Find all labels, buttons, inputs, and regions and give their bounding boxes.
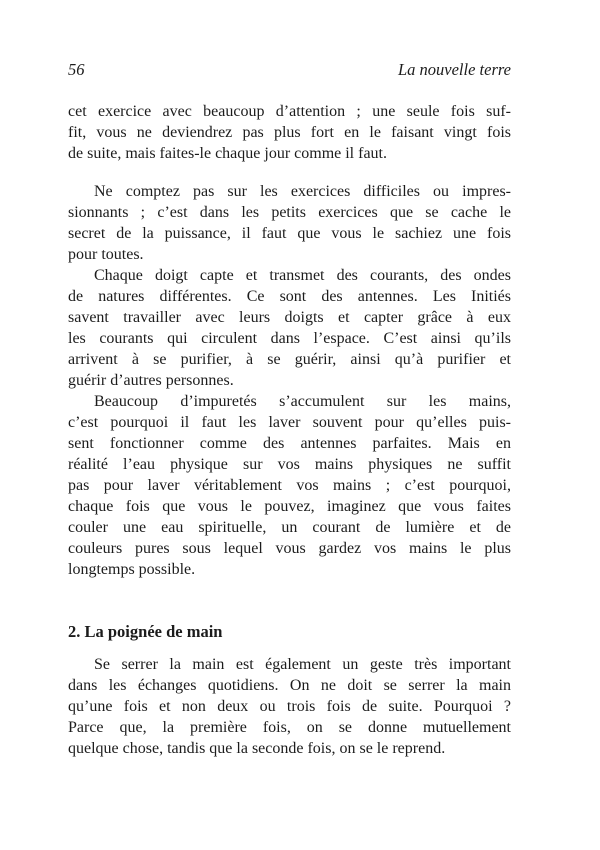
paragraph bbox=[68, 101, 511, 164]
text-line: Parce que, la première fois, on se donne mutuellement bbox=[68, 719, 511, 736]
text-line: dans les échanges quotidiens. On ne doit se serrer la main bbox=[68, 677, 511, 694]
paragraph bbox=[68, 391, 511, 580]
text-line: arrivent à se purifier, à se guérir, ainsi qu’à purifier et bbox=[68, 351, 511, 368]
paragraph bbox=[68, 654, 511, 759]
text-line: pour toutes. bbox=[68, 246, 144, 263]
text-line: réalité l’eau physique sur vos mains physiques ne suffit bbox=[68, 456, 511, 473]
section-heading: 2. La poignée de main bbox=[68, 622, 223, 641]
text-line: sionnants ; c’est dans les petits exercices que se cache le bbox=[68, 204, 511, 221]
text-line: Chaque doigt capte et transmet des courants, des ondes bbox=[94, 267, 511, 284]
text-line: sent fonctionner comme des antennes parfaites. Mais en bbox=[68, 435, 511, 452]
text-line: guérir d’autres personnes. bbox=[68, 372, 234, 389]
text-line: savent travailler avec leurs doigts et capter grâce à eux bbox=[68, 309, 511, 326]
page-header bbox=[68, 60, 511, 80]
text-line: couleurs pures sous lequel vous gardez vos mains le plus bbox=[68, 540, 511, 557]
text-line: Ne comptez pas sur les exercices difficiles ou impres- bbox=[94, 183, 511, 200]
running-title: La nouvelle terre bbox=[397, 60, 511, 79]
text-line: c’est pourquoi il faut les laver souvent pour qu’elles puis- bbox=[68, 414, 511, 431]
page-content bbox=[68, 60, 511, 759]
page-number: 56 bbox=[68, 60, 85, 79]
paragraph bbox=[68, 181, 511, 265]
text-line: couler une eau spirituelle, un courant de lumière et de bbox=[68, 519, 511, 536]
text-line: de suite, mais faites-le chaque jour comme il faut. bbox=[68, 145, 387, 162]
text-line: quelque chose, tandis que la seconde fois, on se le reprend. bbox=[68, 740, 446, 757]
paragraph bbox=[68, 265, 511, 391]
text-line: de natures différentes. Ce sont des antennes. Les Initiés bbox=[68, 288, 511, 305]
text-line: chaque fois que vous le pouvez, imaginez que vous faites bbox=[68, 498, 511, 515]
text-line: pas pour laver véritablement vos mains ; c’est pourquoi, bbox=[68, 477, 511, 494]
text-line: qu’une fois et non deux ou trois fois de suite. Pourquoi ? bbox=[68, 698, 511, 715]
text-line: cet exercice avec beaucoup d’attention ; une seule fois suf- bbox=[68, 103, 511, 120]
text-line: longtemps possible. bbox=[68, 561, 196, 578]
text-line: Se serrer la main est également un geste très important bbox=[94, 656, 511, 673]
page-body bbox=[68, 101, 511, 759]
text-line: Beaucoup d’impuretés s’accumulent sur les mains, bbox=[94, 393, 511, 410]
text-line: les courants qui circulent dans l’espace. C’est ainsi qu’ils bbox=[68, 330, 511, 347]
text-line: secret de la puissance, il faut que vous le sachiez une fois bbox=[68, 225, 511, 242]
text-line: fit, vous ne deviendrez pas plus fort en le faisant vingt fois bbox=[68, 124, 511, 141]
